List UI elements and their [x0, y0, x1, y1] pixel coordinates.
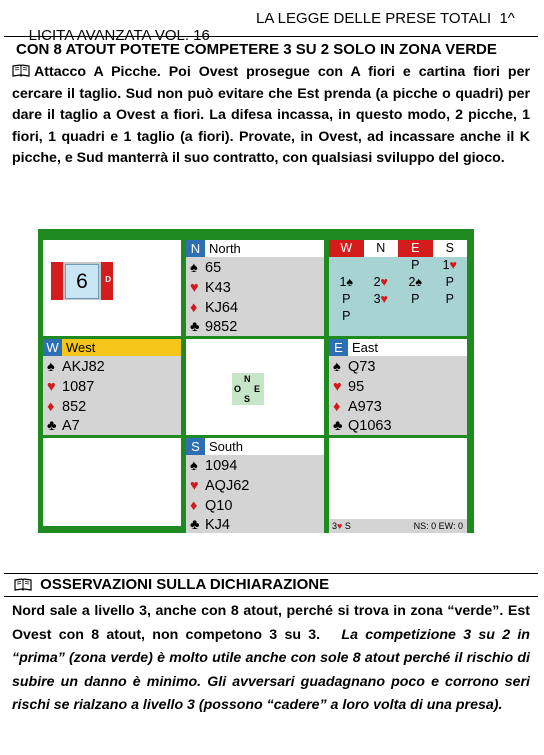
- north-diamonds: ♦ KJ64: [190, 299, 238, 319]
- north-cards: [190, 259, 238, 338]
- west-hearts: ♥ 1087: [47, 378, 105, 398]
- south-spades: ♠ 1094: [190, 457, 249, 477]
- spade-icon: ♠: [190, 260, 198, 276]
- west-name: West: [66, 340, 96, 355]
- east-hearts: ♥ 95: [333, 378, 392, 398]
- north-hand: [186, 240, 324, 336]
- heart-icon: ♥: [449, 258, 457, 272]
- header-rule: [4, 36, 538, 37]
- west-spades: ♠ AKJ82: [47, 358, 105, 378]
- club-icon: ♣: [47, 418, 57, 435]
- auction-row: [329, 257, 467, 274]
- south-diamonds: ♦ Q10: [190, 497, 249, 517]
- book-icon: [12, 64, 30, 77]
- heart-icon: ♥: [337, 521, 343, 531]
- compass-east: E: [254, 384, 261, 394]
- observations-body: [12, 600, 530, 718]
- bid: 3♥: [373, 292, 388, 306]
- auction-header-w: W: [329, 240, 364, 257]
- east-hand: [329, 339, 467, 435]
- series-title: LICITA AVANZATA VOL. 16: [28, 27, 210, 44]
- east-diamonds: ♦ A973: [333, 398, 392, 418]
- result-strip: [329, 519, 467, 533]
- club-icon: ♣: [333, 418, 343, 435]
- heart-icon: ♥: [190, 279, 199, 296]
- bid: P: [411, 292, 420, 306]
- auction-header-n: N: [364, 240, 399, 257]
- north-hearts: ♥ K43: [190, 279, 238, 299]
- north-name: North: [209, 241, 241, 256]
- observations-italic: La competizione 3 su 2 in “prima” (zona verde) è molto utile anche con sole 8 atout perché il rischio di subire un danno è minimo. Gli avversari guadagnano poco e corrono seri rischi se rialzano a livello 3 (possono “cadere” a loro volta di una presa).: [12, 626, 530, 713]
- observations-plain: Nord sale a livello 3, anche con 8 atout, perché si trova in zona “verde”. Est Ovest con 8 atout, non competono 3 su 3.: [12, 603, 530, 643]
- south-clubs: ♣ KJ4: [190, 516, 249, 536]
- heart-icon: ♥: [380, 275, 388, 289]
- south-hearts: ♥ AQJ62: [190, 477, 249, 497]
- auction-header-s: S: [433, 240, 468, 257]
- score-label: NS: 0 EW: 0: [413, 521, 463, 531]
- bridge-board: [38, 229, 474, 533]
- club-icon: ♣: [190, 319, 200, 336]
- heart-icon: ♥: [380, 292, 388, 306]
- heart-icon: ♥: [190, 477, 199, 494]
- auction-row: [329, 308, 467, 325]
- east-name: East: [352, 340, 379, 355]
- observations-heading: OSSERVAZIONI SULLA DICHIARAZIONE: [40, 576, 330, 593]
- intro-text: Attacco A Picche. Poi Ovest prosegue con A fiori e cartina fiori per cercare il taglio. Sud non può evitare che Est prenda (a picche o quadri) per dare il taglio a Ovest a fiori. La difesa incassa, in questo modo, 2 picche, 1 fiori, 1 quadri e 1 taglio (a fiori). Provate, in Ovest, ad incassare anche il K picche, e Sud manterrà il suo contratto, con qualsiasi sviluppo del gioco.: [12, 64, 530, 166]
- bid: 1♥: [442, 258, 457, 272]
- east-cards: [333, 358, 392, 437]
- compass-south: S: [244, 394, 251, 404]
- north-tag: N: [186, 240, 205, 257]
- compass-west: O: [234, 384, 242, 394]
- page-subtitle: CON 8 ATOUT POTETE COMPETERE 3 SU 2 SOLO IN ZONA VERDE: [16, 41, 497, 58]
- east-header: [329, 339, 467, 356]
- compass-icon: [232, 373, 264, 405]
- book-icon: [14, 578, 32, 591]
- south-tag: S: [186, 438, 205, 455]
- bid: P: [445, 275, 454, 289]
- compass-north: N: [244, 374, 251, 384]
- vulnerability-left: [51, 262, 63, 300]
- west-diamonds: ♦ 852: [47, 398, 105, 418]
- result-cell: [329, 438, 467, 533]
- north-clubs: ♣ 9852: [190, 318, 238, 338]
- auction-header-row: [329, 240, 467, 257]
- auction-row: [329, 274, 467, 291]
- bid: 1♠: [339, 275, 354, 289]
- heart-icon: ♥: [47, 378, 56, 395]
- auction-box: [329, 240, 467, 336]
- west-cards: [47, 358, 105, 437]
- bid: P: [342, 292, 351, 306]
- deal-cell: [43, 240, 181, 336]
- west-header: [43, 339, 181, 356]
- north-spades: ♠ 65: [190, 259, 238, 279]
- east-spades: ♠ Q73: [333, 358, 392, 378]
- bid: P: [445, 292, 454, 306]
- heart-icon: ♥: [333, 378, 342, 395]
- vulnerability-right: [101, 262, 113, 300]
- north-header: [186, 240, 324, 257]
- law-title: LA LEGGE DELLE PRESE TOTALI 1^: [256, 10, 515, 27]
- dealer-marker: D: [105, 275, 111, 284]
- auction-header-e: E: [398, 240, 433, 257]
- contract-label: 3♥ S: [332, 521, 351, 531]
- west-hand: [43, 339, 181, 435]
- south-name: South: [209, 439, 243, 454]
- diamond-icon: ♦: [190, 299, 198, 316]
- auction-row: [329, 291, 467, 308]
- south-header: [186, 438, 324, 455]
- bid: P: [411, 258, 420, 272]
- empty-cell: [43, 438, 181, 526]
- page-header: [4, 4, 538, 58]
- observations-title: [4, 573, 538, 597]
- spade-icon: ♠: [190, 458, 198, 474]
- bid: P: [342, 309, 351, 323]
- auction-table: [329, 240, 467, 325]
- bid: 2♥: [373, 275, 388, 289]
- deal-number-box: [51, 262, 113, 300]
- west-clubs: ♣ A7: [47, 417, 105, 437]
- east-tag: E: [329, 339, 348, 356]
- deal-number: 6: [65, 264, 99, 299]
- west-tag: W: [43, 339, 62, 356]
- diamond-icon: ♦: [190, 497, 198, 514]
- bid: 2♠: [408, 275, 423, 289]
- spade-icon: ♠: [47, 359, 55, 375]
- spade-icon: ♠: [333, 359, 341, 375]
- east-clubs: ♣ Q1063: [333, 417, 392, 437]
- south-hand: [186, 438, 324, 533]
- table-center: [186, 339, 324, 435]
- club-icon: ♣: [190, 517, 200, 534]
- intro-paragraph: [12, 62, 530, 170]
- diamond-icon: ♦: [47, 398, 55, 415]
- diamond-icon: ♦: [333, 398, 341, 415]
- south-cards: [190, 457, 249, 536]
